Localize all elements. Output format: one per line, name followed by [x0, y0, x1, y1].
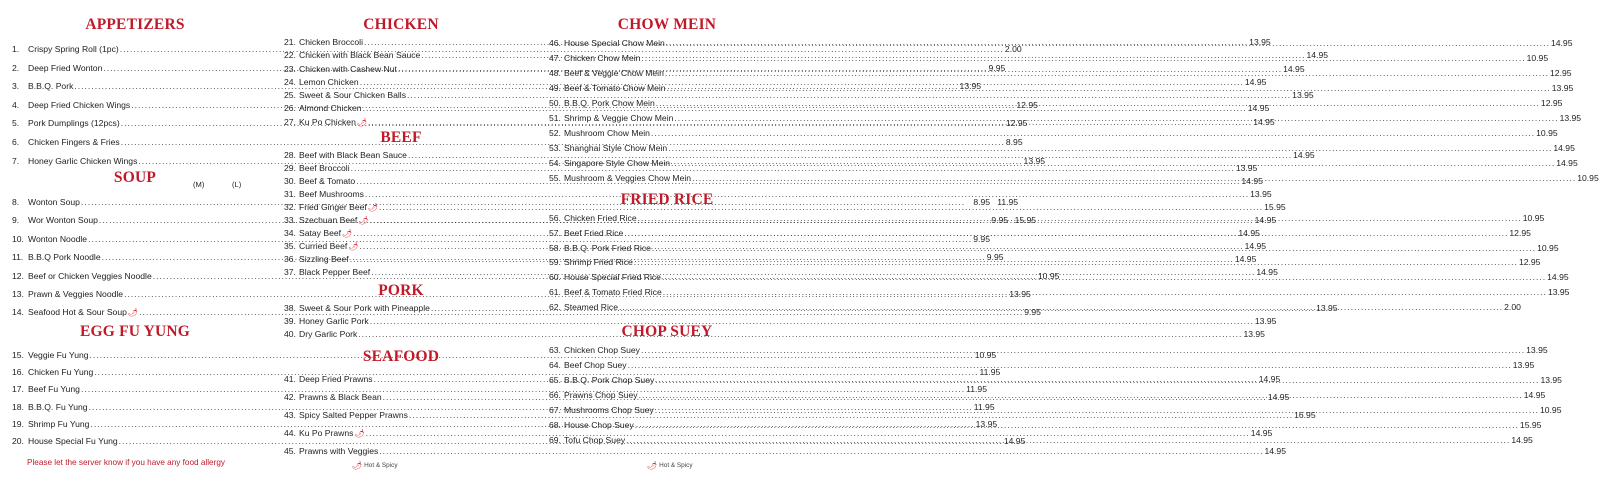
- menu-item-price: 12.95: [1509, 227, 1531, 238]
- menu-item-price: 14.95: [1511, 435, 1533, 445]
- menu-item-price: 11.95: [979, 367, 1001, 378]
- menu-item-number: 42.: [284, 392, 296, 402]
- menu-item: [547, 126, 1558, 141]
- dot-leader: [370, 315, 1254, 328]
- spicy-legend-label: Hot & Spicy: [364, 462, 398, 469]
- menu-item-price: 14.95: [1244, 241, 1267, 251]
- menu-item-name: Beef Mushrooms: [299, 189, 364, 199]
- menu-item-number: 38.: [284, 303, 296, 313]
- menu-item-name: B.B.Q. Pork Fried Rice: [564, 242, 651, 253]
- menu-item-price: 9.95: [973, 233, 990, 244]
- menu-item-name: Ku Po Prawns: [299, 428, 354, 438]
- menu-item-price: 10.95: [1526, 53, 1549, 63]
- menu-item: [282, 89, 1314, 102]
- menu-item-number: 33.: [284, 215, 296, 225]
- menu-item: [282, 442, 1286, 460]
- menu-item-price: 2.00: [1504, 301, 1521, 312]
- menu-item-name: Prawns Chop Suey: [564, 390, 638, 400]
- menu-item-name: House Chop Suey: [564, 420, 634, 430]
- menu-item-name: Deep Fried Wonton: [28, 62, 103, 73]
- menu-item-name: Spicy Salted Pepper Prawns: [299, 410, 408, 420]
- menu-item-name: Honey Garlic Pork: [299, 316, 369, 326]
- menu-item-price: 14.95: [1267, 392, 1290, 402]
- menu-item-price: 14.95: [1553, 143, 1575, 153]
- menu-item-number: 45.: [284, 446, 296, 456]
- chili-pepper-icon: 🌶: [352, 461, 363, 470]
- menu-item-price: 13.95: [975, 418, 998, 429]
- menu-item-name: Chicken Chow Mein: [564, 53, 641, 63]
- menu-item-price: 10.95: [1037, 270, 1060, 281]
- chili-pepper-icon: 🌶: [127, 308, 139, 318]
- menu-item-price: 14.95: [1254, 215, 1277, 225]
- menu-item-price: 14.95: [1258, 374, 1281, 384]
- menu-item-name: B.B.Q. Pork: [28, 81, 74, 92]
- menu-item-number: 55.: [549, 173, 561, 183]
- menu-item-name: Beef Broccoli: [299, 163, 350, 173]
- spicy-legend-label-2: Hot & Spicy: [659, 462, 693, 469]
- menu-item-price: 13.95: [1551, 83, 1574, 93]
- menu-item-price-large: 11.95: [997, 197, 1019, 207]
- section-title-seafood: SEAFOOD: [362, 348, 440, 365]
- menu-item-name: Chicken with Cashew Nut: [299, 63, 397, 74]
- menu-item-price: 14.95: [1556, 158, 1578, 168]
- menu-item-number: 40.: [284, 329, 296, 339]
- menu-item-price: 10.95: [974, 350, 997, 360]
- menu-item-number: 29.: [284, 163, 296, 173]
- menu-item-price: 16.95: [1294, 410, 1316, 420]
- dot-leader: [655, 373, 1539, 388]
- section-title-chop-suey: CHOP SUEY: [621, 323, 713, 340]
- size-header-large: (L): [232, 180, 242, 189]
- chili-pepper-icon: 🌶: [367, 203, 378, 212]
- chili-pepper-icon: 🌶: [354, 429, 365, 438]
- menu-item-number: 47.: [549, 53, 561, 63]
- menu-item-name: Singapore Style Chow Mein: [564, 158, 671, 168]
- menu-item-name: Shrimp Fried Rice: [564, 257, 633, 268]
- menu-item-name: Honey Garlic Chicken Wings: [28, 155, 138, 166]
- menu-item-name: Sweet & Sour Pork with Pineapple: [299, 303, 430, 313]
- menu-item-price: 12.95: [1518, 257, 1541, 268]
- menu-item-price: 14.95: [1283, 63, 1305, 74]
- chili-pepper-icon: 🌶: [356, 117, 368, 127]
- dot-leader: [619, 300, 1503, 315]
- menu-item-number: 44.: [284, 428, 296, 438]
- menu-item-name: Lemon Chicken: [299, 76, 359, 87]
- menu-item-number: 50.: [549, 98, 561, 108]
- menu-item-name: Chicken Broccoli: [299, 37, 363, 47]
- menu-item-number: 65.: [549, 375, 561, 385]
- menu-item-number: 57.: [549, 227, 561, 238]
- menu-item-name: B.B.Q Pork Noodle: [28, 252, 101, 263]
- dot-leader: [639, 388, 1523, 403]
- menu-item-price: 13.95: [1526, 345, 1548, 355]
- menu-item-number: 58.: [549, 242, 561, 253]
- menu-item-name: Steamed Rice: [564, 301, 618, 312]
- menu-item-name: Deep Fried Prawns: [299, 374, 373, 384]
- spicy-legend-2: [647, 461, 693, 470]
- menu-item-number: 39.: [284, 316, 296, 326]
- menu-item-price: 12.95: [1005, 118, 1028, 129]
- allergy-note: Please let the server know if you have any food allergy: [27, 458, 225, 467]
- menu-item: [282, 315, 1277, 328]
- menu-item-number: 68.: [549, 420, 561, 430]
- menu-item-price: 8.95: [1005, 136, 1023, 147]
- menu-item-number: 62.: [549, 301, 561, 312]
- chili-pepper-icon: 🌶: [647, 461, 658, 470]
- dot-leader: [635, 418, 1519, 433]
- section-title-egg-fu-yung: EGG FU YUNG: [79, 323, 191, 340]
- menu-item-name: B.B.Q. Pork Chop Suey: [564, 375, 655, 385]
- menu-item-name: Seafood Hot & Sour Soup: [28, 307, 127, 318]
- menu-item-name: Beef Chop Suey: [564, 360, 627, 370]
- menu-item-price: 12.95: [1016, 99, 1038, 110]
- menu-item-price: 14.95: [1250, 428, 1273, 438]
- dot-leader: [655, 403, 1539, 418]
- menu-item-price: 10.95: [1537, 242, 1559, 253]
- menu-item-name: Chicken with Black Bean Sauce: [299, 50, 421, 61]
- menu-item-price: 14.95: [1293, 150, 1315, 160]
- menu-item-price: 15.95: [1519, 420, 1542, 430]
- menu-item-number: 60.: [549, 272, 561, 283]
- menu-item-number: 19.: [12, 418, 24, 429]
- menu-item-number: 13.: [12, 288, 24, 299]
- dot-leader: [624, 226, 1508, 241]
- menu-item-price: 10.95: [1522, 213, 1545, 223]
- menu-item-name: Beef Fu Yung: [28, 384, 80, 395]
- menu-item-number: 24.: [284, 76, 296, 87]
- menu-item: [547, 285, 1570, 300]
- menu-item-number: 69.: [549, 435, 561, 445]
- menu-item-price: 11.95: [973, 401, 995, 412]
- menu-item-number: 59.: [549, 257, 561, 268]
- menu-item-number: 32.: [284, 202, 296, 212]
- menu-item-price: 13.95: [1559, 113, 1582, 123]
- menu-item-name: B.B.Q. Fu Yung: [28, 401, 88, 412]
- menu-item-number: 34.: [284, 228, 296, 238]
- dot-leader: [358, 328, 1242, 341]
- menu-item-price: 11.95: [966, 384, 987, 395]
- menu-item-price: 14.95: [1244, 76, 1267, 87]
- dot-leader: [638, 211, 1522, 226]
- spicy-legend: [352, 461, 398, 470]
- menu-item-number: 64.: [549, 360, 561, 370]
- menu-item-number: 8.: [12, 197, 20, 207]
- menu-item-name: Mushroom & Veggies Chow Mein: [564, 173, 692, 183]
- menu-item-name: Shanghai Style Chow Mein: [564, 143, 668, 153]
- menu-item-number: 17.: [12, 384, 24, 395]
- menu-item-name: Beef or Chicken Veggies Noodle: [28, 270, 152, 281]
- menu-item-price: 9.95: [986, 252, 1004, 263]
- menu-item-price: 14.95: [1241, 176, 1263, 186]
- dot-leader: [651, 126, 1535, 141]
- menu-item-price: 13.95: [1250, 189, 1272, 199]
- menu-item-number: 41.: [284, 374, 296, 384]
- menu-item-price: 13.95: [1316, 303, 1338, 313]
- menu-item-number: 5.: [12, 118, 20, 129]
- menu-item-name: Crispy Spring Roll (1pc): [28, 44, 119, 54]
- menu-item-price: 10.95: [1577, 173, 1599, 183]
- menu-item-number: 26.: [284, 103, 296, 114]
- menu-item-price: 14.95: [1256, 267, 1278, 277]
- menu-item-number: 61.: [549, 286, 561, 297]
- menu-item-price-medium: 9.95: [991, 215, 1009, 226]
- menu-item-price: 13.95: [1243, 329, 1265, 339]
- menu-item-name: Black Pepper Beef: [299, 267, 371, 277]
- menu-item-number: 25.: [284, 90, 296, 101]
- menu-item-name: Veggie Fu Yung: [28, 350, 89, 360]
- section-title-fried-rice: FRIED RICE: [620, 191, 714, 208]
- menu-item-name: Szechuan Beef: [299, 215, 358, 225]
- section-title-chow-mein: CHOW MEIN: [617, 16, 717, 33]
- menu-item-name: Beef & Tomato: [299, 176, 356, 186]
- menu-item-number: 51.: [549, 113, 561, 123]
- menu-item-number: 15.: [12, 350, 24, 360]
- menu-item-price: 14.95: [1247, 103, 1270, 114]
- menu-item-number: 20.: [12, 435, 24, 446]
- menu-item-name: Beef Fried Rice: [564, 227, 624, 238]
- menu-item-price: 14.95: [1253, 116, 1275, 127]
- menu-item-name: Prawns with Veggies: [299, 446, 379, 456]
- dot-leader: [666, 36, 1550, 51]
- menu-item-number: 43.: [284, 410, 296, 420]
- menu-item-price: 9.95: [988, 62, 1006, 73]
- menu-item-number: 66.: [549, 390, 561, 400]
- menu-item-price: 14.95: [1306, 50, 1329, 61]
- menu-item-number: 28.: [284, 150, 296, 160]
- menu-item-price: 14.95: [1234, 254, 1257, 264]
- menu-item-price: 14.95: [1550, 38, 1573, 48]
- menu-item-number: 49.: [549, 83, 561, 93]
- menu-item-name: Wonton Noodle: [28, 233, 88, 244]
- menu-item-number: 3.: [12, 81, 20, 92]
- section-title-chicken: CHICKEN: [363, 16, 439, 33]
- menu-item-number: 56.: [549, 213, 561, 223]
- menu-item-number: 18.: [12, 401, 24, 412]
- menu-item-price: 13.95: [1540, 375, 1562, 385]
- section-title-pork: PORK: [378, 282, 424, 299]
- menu-item-price: 13.95: [1512, 360, 1535, 370]
- menu-item-name: Wor Wonton Soup: [28, 215, 98, 226]
- dot-leader: [365, 188, 1249, 201]
- menu-item-number: 37.: [284, 267, 296, 277]
- menu-item-number: 12.: [12, 270, 24, 281]
- menu-item-name: Mushrooms Chop Suey: [564, 405, 654, 415]
- menu-item-number: 14.: [12, 307, 24, 318]
- menu-item-name: Dry Garlic Pork: [299, 329, 358, 339]
- dot-leader: [641, 343, 1525, 358]
- dot-leader: [671, 156, 1555, 171]
- menu-item-price: 9.95: [1024, 307, 1041, 318]
- menu-item-number: 67.: [549, 405, 561, 415]
- menu-item-price: 12.95: [1550, 68, 1572, 78]
- chili-pepper-icon: 🌶: [342, 229, 353, 238]
- menu-item-name: Pork Dumplings (12pcs): [28, 118, 120, 129]
- menu-item-name: Prawns & Black Bean: [299, 392, 382, 402]
- menu-item-number: 22.: [284, 50, 296, 61]
- menu-item-name: Ku Po Chicken: [299, 116, 356, 127]
- dot-leader: [656, 96, 1540, 111]
- menu-item-price: 14.95: [1547, 272, 1569, 283]
- dot-leader: [634, 255, 1518, 270]
- dot-leader: [674, 111, 1558, 126]
- menu-item-name: Chicken Fu Yung: [28, 367, 94, 378]
- menu-item-number: 10.: [12, 233, 24, 244]
- menu-item-price: 10.95: [1536, 128, 1558, 138]
- menu-item-price: 12.95: [1540, 98, 1563, 108]
- menu-item-name: Shrimp Fu Yung: [28, 418, 90, 429]
- menu-item-price: 13.95: [1292, 90, 1314, 101]
- menu-item-number: 52.: [549, 128, 561, 138]
- menu-item-price: 14.95: [1238, 228, 1260, 238]
- menu-item-number: 16.: [12, 367, 24, 378]
- dot-leader: [668, 141, 1552, 156]
- menu-item-name: Deep Fried Chicken Wings: [28, 99, 131, 110]
- menu-item-name: Beef & Veggie Chow Mein: [564, 68, 664, 78]
- dot-leader: [652, 241, 1536, 256]
- menu-item-price: 13.95: [1235, 163, 1258, 173]
- menu-item-name: Beef with Black Bean Sauce: [299, 150, 407, 160]
- section-title-appetizers: APPETIZERS: [85, 16, 185, 33]
- dot-leader: [663, 285, 1547, 300]
- menu-item-number: 23.: [284, 63, 296, 74]
- menu-item-name: House Special Fu Yung: [28, 435, 118, 446]
- menu-item-number: 36.: [284, 254, 296, 264]
- menu-item-number: 46.: [549, 38, 561, 48]
- menu-item-price: 13.95: [1023, 155, 1046, 166]
- menu-item-number: 11.: [12, 252, 24, 263]
- dot-leader: [626, 433, 1510, 448]
- dot-leader: [662, 270, 1546, 285]
- menu-item-name: Prawn & Veggies Noodle: [28, 288, 124, 299]
- menu-item-name: Beef & Tomato Chow Mein: [564, 83, 666, 93]
- menu-item-price: 2.00: [1004, 44, 1022, 54]
- dot-leader: [665, 66, 1549, 81]
- menu-item-name: Wonton Soup: [28, 197, 80, 207]
- menu-item-price: 14.95: [1003, 435, 1026, 446]
- menu-item-price: 13.95: [1009, 288, 1031, 299]
- menu-item-name: Sweet & Sour Chicken Balls: [299, 90, 406, 101]
- menu-item-price: 13.95: [1249, 37, 1271, 47]
- menu-item-name: Chicken Fingers & Fries: [28, 136, 120, 147]
- menu-item-price: 13.95: [1547, 286, 1570, 297]
- menu-item-number: 1.: [12, 44, 20, 54]
- menu-item-name: Fried Ginger Beef: [299, 202, 367, 212]
- menu-item: [547, 433, 1533, 448]
- size-header-medium: (M): [193, 180, 205, 189]
- menu-item-number: 4.: [12, 99, 20, 110]
- menu-item-name: Beef & Tomato Fried Rice: [564, 286, 662, 297]
- menu-item-number: 21.: [284, 37, 296, 47]
- menu-item-number: 35.: [284, 241, 296, 251]
- chili-pepper-icon: 🌶: [348, 242, 359, 251]
- menu-item-price: 15.95: [1264, 202, 1286, 212]
- menu-item-price: 13.95: [1254, 316, 1277, 326]
- menu-item-number: 2.: [12, 62, 20, 73]
- menu-item-name: B.B.Q. Pork Chow Mein: [564, 98, 655, 108]
- menu-item-number: 54.: [549, 158, 561, 168]
- section-title-beef: BEEF: [380, 129, 422, 146]
- menu-item-number: 9.: [12, 215, 20, 226]
- dot-leader: [641, 51, 1525, 66]
- menu-item-name: Satay Beef: [299, 228, 342, 238]
- menu-item-number: 30.: [284, 176, 296, 186]
- section-title-soup: SOUP: [113, 169, 157, 186]
- menu-item-name: Curried Beef: [299, 241, 348, 251]
- menu-item-name: Almond Chicken: [299, 103, 362, 114]
- menu-item-number: 7.: [12, 155, 20, 166]
- menu-item-number: 27.: [284, 116, 296, 127]
- menu-item-price: 13.95: [959, 81, 982, 92]
- menu-item-name: Tofu Chop Suey: [564, 435, 626, 445]
- menu-item-price-large: 15.95: [1014, 215, 1037, 226]
- menu-item-name: Mushroom Chow Mein: [564, 128, 650, 138]
- dot-leader: [628, 358, 1512, 373]
- menu-item-price: 10.95: [1539, 405, 1562, 415]
- menu-item-number: 48.: [549, 68, 561, 78]
- menu-item-name: Chicken Chop Suey: [564, 345, 640, 355]
- menu-item-number: 63.: [549, 345, 561, 355]
- menu-item-price-medium: 8.95: [973, 197, 991, 207]
- menu-item-name: House Special Fried Rice: [564, 272, 661, 283]
- dot-leader: [692, 171, 1576, 186]
- menu-item-number: 6.: [12, 136, 20, 147]
- menu-item-price: 14.95: [1264, 446, 1286, 456]
- menu-item-name: House Special Chow Mein: [564, 38, 665, 48]
- menu-item-number: 31.: [284, 189, 296, 199]
- menu-item-number: 53.: [549, 143, 561, 153]
- dot-leader: [667, 81, 1551, 96]
- menu-item-name: Sizzling Beef: [299, 254, 349, 264]
- menu-item-name: Chicken Fried Rice: [564, 213, 637, 223]
- menu-item-name: Shrimp & Veggie Chow Mein: [564, 113, 674, 123]
- chili-pepper-icon: 🌶: [358, 216, 369, 225]
- menu-item-price: 14.95: [1523, 390, 1546, 400]
